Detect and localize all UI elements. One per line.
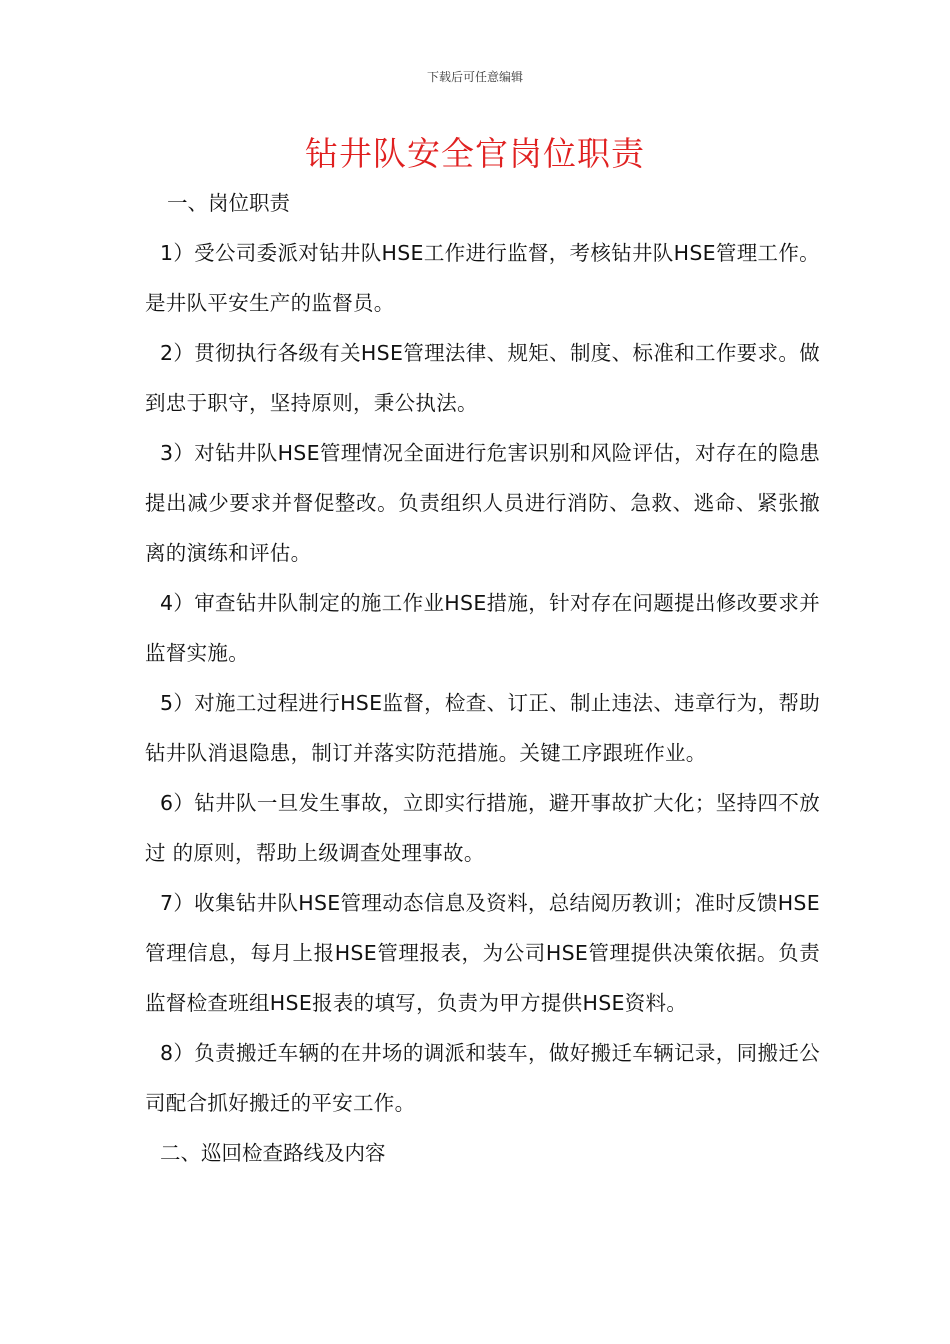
- header-note: 下载后可任意编辑: [426, 70, 523, 84]
- duty-item-6: 6）钻井队一旦发生事故，立即实行措施，避开事故扩大化；坚持四不放过 的原则，帮助上级调查处理事故。: [145, 791, 820, 865]
- duty-item-3: 3）对钻井队HSE管理情况全面进行危害识别和风险评估，对存在的隐患提出减少要求并督促整改。负责组织人员进行消防、急救、逃命、紧张撤离的演练和评估。: [145, 441, 820, 565]
- duty-item-2: 2）贯彻执行各级有关HSE管理法律、规矩、制度、标准和工作要求。做到忠于职守，坚持原则，秉公执法。: [145, 341, 820, 415]
- duty-item-7: 7）收集钻井队HSE管理动态信息及资料，总结阅历教训；准时反馈HSE管理信息，每月上报HSE管理报表，为公司HSE管理提供决策依据。负责监督检查班组HSE报表的填写，负责为甲方提供HSE资料。: [145, 891, 820, 1015]
- page-title: 钻井队安全官岗位职责: [305, 134, 645, 173]
- section-heading-inspection: 二、巡回检查路线及内容: [160, 1141, 386, 1165]
- section-heading-duties: 一、岗位职责: [167, 191, 290, 215]
- duty-item-1: 1）受公司委派对钻井队HSE工作进行监督，考核钻井队HSE管理工作。是井队平安生产的监督员。: [145, 241, 820, 315]
- duty-item-4: 4）审查钻井队制定的施工作业HSE措施，针对存在问题提出修改要求并监督实施。: [145, 591, 820, 665]
- duty-item-8: 8）负责搬迁车辆的在井场的调派和装车，做好搬迁车辆记录，同搬迁公司配合抓好搬迁的平安工作。: [145, 1041, 820, 1115]
- duty-item-5: 5）对施工过程进行HSE监督，检查、订正、制止违法、违章行为，帮助钻井队消退隐患，制订并落实防范措施。关键工序跟班作业。: [145, 691, 820, 765]
- document-body: [145, 178, 820, 1178]
